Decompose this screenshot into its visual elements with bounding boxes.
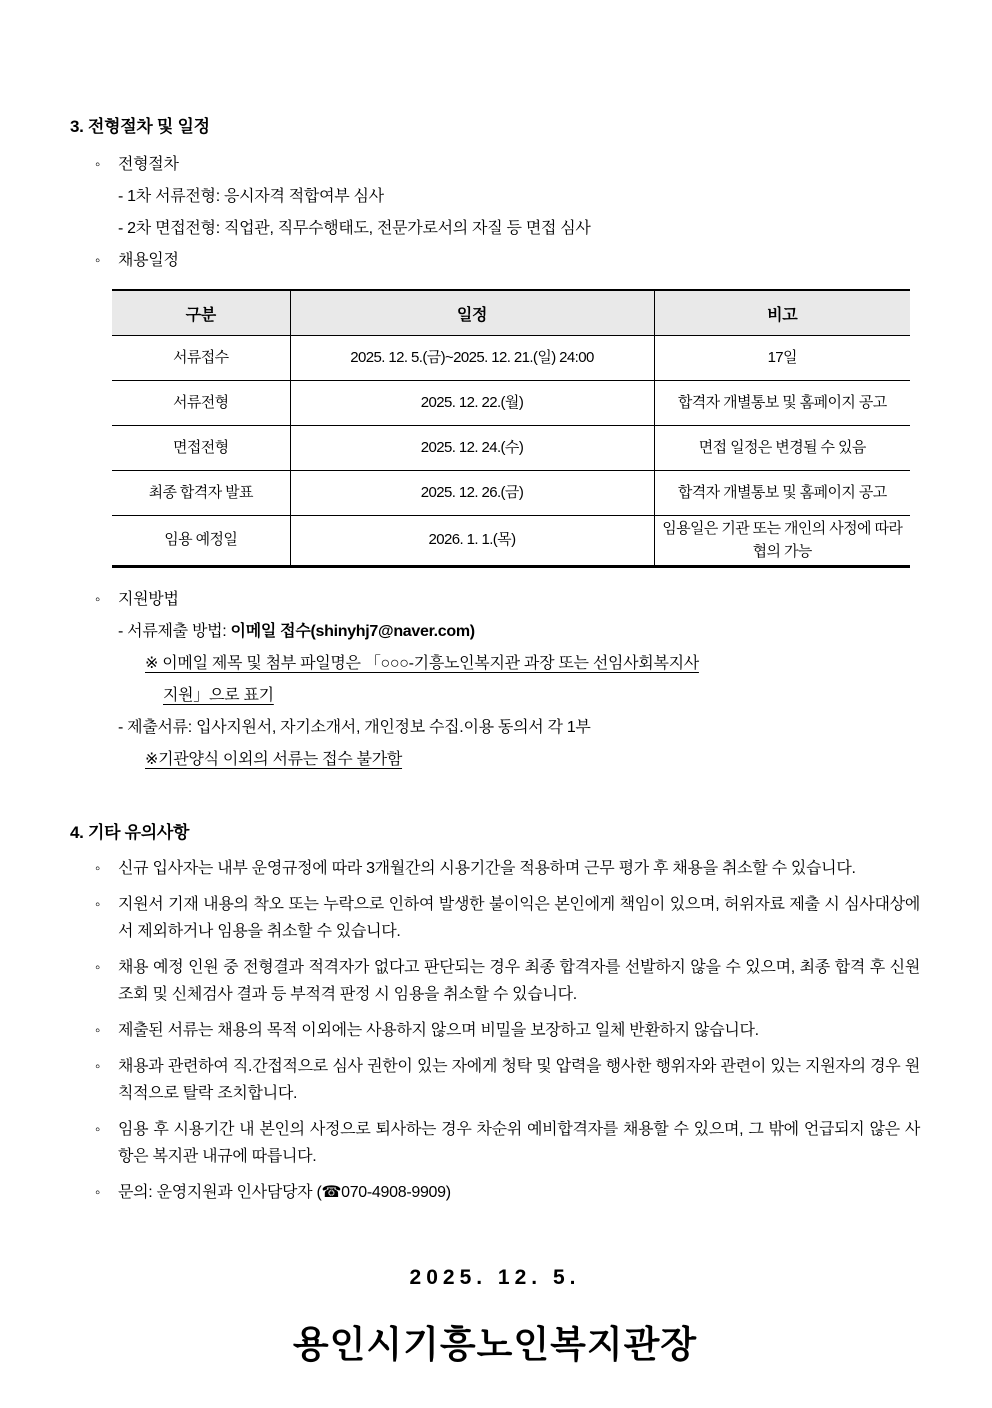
note-item bbox=[95, 954, 920, 1008]
table-cell: 2025. 12. 26.(금) bbox=[290, 471, 654, 516]
table-cell: 2025. 12. 24.(수) bbox=[290, 426, 654, 471]
circle-bullet-icon: ◦ bbox=[95, 252, 101, 269]
table-cell: 2025. 12. 5.(금)~2025. 12. 21.(일) 24:00 bbox=[290, 336, 654, 381]
apply-method-email-address: (shinyhj7@naver.com) bbox=[310, 623, 475, 640]
note-item bbox=[95, 1053, 920, 1107]
schedule-table bbox=[112, 289, 910, 568]
section3-heading: 3. 전형절차 및 일정 bbox=[70, 117, 210, 136]
apply-filename-note bbox=[70, 648, 920, 712]
apply-format-note: ※기관양식 이외의 서류는 접수 불가함 bbox=[145, 751, 403, 768]
note-text: 채용과 관련하여 직.간접적으로 심사 권한이 있는 자에게 청탁 및 압력을 행사한 행위자와 관련이 있는 지원자의 경우 원칙적으로 탈락 조치합니다. bbox=[118, 1058, 920, 1102]
signer-title: 용인시기흥노인복지관장 bbox=[292, 1324, 698, 1365]
apply-filename-note-line1: ※ 이메일 제목 및 첨부 파일명은 「○○○-기흥노인복지관 과장 또는 선임사회복지사 bbox=[145, 655, 699, 672]
table-header-remark: 비고 bbox=[654, 290, 910, 336]
table-cell: 서류접수 bbox=[112, 336, 290, 381]
table-header-row bbox=[112, 290, 910, 336]
schedule-label: 채용일정 bbox=[118, 252, 179, 269]
table-row bbox=[112, 381, 910, 426]
circle-bullet-icon: ◦ bbox=[95, 1184, 101, 1201]
circle-bullet-icon: ◦ bbox=[95, 896, 101, 913]
contact-item bbox=[95, 1179, 920, 1206]
apply-method-email-label: 이메일 접수 bbox=[230, 623, 311, 640]
note-item bbox=[95, 1116, 920, 1170]
table-cell: 17일 bbox=[654, 336, 910, 381]
note-item bbox=[95, 1017, 920, 1044]
section4-heading: 4. 기타 유의사항 bbox=[70, 823, 190, 842]
procedure-label: 전형절차 bbox=[118, 156, 179, 173]
circle-bullet-icon: ◦ bbox=[95, 860, 101, 877]
announcement-date: 2025. 12. 5. bbox=[409, 1266, 581, 1289]
table-header-date: 일정 bbox=[290, 290, 654, 336]
table-header-category: 구분 bbox=[112, 290, 290, 336]
schedule-bullet bbox=[95, 245, 920, 277]
table-row bbox=[112, 471, 910, 516]
apply-method-prefix: - 서류제출 방법: bbox=[118, 623, 231, 640]
circle-bullet-icon: ◦ bbox=[95, 1022, 101, 1039]
section-other-notes bbox=[70, 818, 920, 1206]
table-row bbox=[112, 516, 910, 567]
section-procedure-schedule bbox=[70, 112, 920, 776]
procedure-bullet bbox=[95, 149, 920, 181]
note-text: 임용 후 시용기간 내 본인의 사정으로 퇴사하는 경우 차순위 예비합격자를 채용할 수 있으며, 그 밖에 언급되지 않은 사항은 복지관 내규에 따릅니다. bbox=[118, 1121, 920, 1165]
table-row bbox=[112, 336, 910, 381]
circle-bullet-icon: ◦ bbox=[95, 1058, 101, 1075]
document-footer bbox=[70, 1266, 920, 1368]
table-row bbox=[112, 426, 910, 471]
table-cell: 임용 예정일 bbox=[164, 531, 238, 549]
note-text: 지원서 기재 내용의 착오 또는 누락으로 인하여 발생한 불이익은 본인에게 책임이 있으며, 허위자료 제출 시 심사대상에서 제외하거나 임용을 취소할 수 있습니다. bbox=[118, 896, 920, 940]
table-cell: 면접전형 bbox=[112, 426, 290, 471]
circle-bullet-icon: ◦ bbox=[95, 156, 101, 173]
apply-documents-line: - 제출서류: 입사지원서, 자기소개서, 개인정보 수집.이용 동의서 각 1부 bbox=[118, 719, 591, 736]
circle-bullet-icon: ◦ bbox=[95, 591, 101, 608]
apply-method-line bbox=[118, 616, 920, 648]
note-text: 신규 입사자는 내부 운영규정에 따라 3개월간의 시용기간을 적용하며 근무 평가 후 채용을 취소할 수 있습니다. bbox=[118, 860, 856, 877]
apply-bullet bbox=[95, 584, 920, 616]
table-cell: 합격자 개별통보 및 홈페이지 공고 bbox=[654, 381, 910, 426]
table-cell: 면접 일정은 변경될 수 있음 bbox=[654, 426, 910, 471]
note-text: 제출된 서류는 채용의 목적 이외에는 사용하지 않으며 비밀을 보장하고 일체 반환하지 않습니다. bbox=[118, 1022, 759, 1039]
table-cell: 합격자 개별통보 및 홈페이지 공고 bbox=[654, 471, 910, 516]
circle-bullet-icon: ◦ bbox=[95, 1121, 101, 1138]
note-item bbox=[95, 891, 920, 945]
note-text: 채용 예정 인원 중 전형결과 적격자가 없다고 판단되는 경우 최종 합격자를 선발하지 않을 수 있으며, 최종 합격 후 신원 조회 및 신체검사 결과 등 부적격 판정 시 임용을 취소할 수 있습니다. bbox=[118, 959, 920, 1003]
table-cell: 최종 합격자 발표 bbox=[112, 471, 290, 516]
table-cell: 2026. 1. 1.(목) bbox=[290, 516, 654, 567]
procedure-item-1: - 1차 서류전형: 응시자격 적합여부 심사 bbox=[118, 188, 384, 205]
table-cell: 임용일은 기관 또는 개인의 사정에 따라 협의 가능 bbox=[654, 516, 910, 567]
note-item bbox=[95, 855, 920, 882]
contact-text: 문의: 운영지원과 인사담당자 (☎070-4908-9909) bbox=[118, 1184, 451, 1201]
circle-bullet-icon: ◦ bbox=[95, 959, 101, 976]
table-cell: 2025. 12. 22.(월) bbox=[290, 381, 654, 426]
table-cell: 서류전형 bbox=[112, 381, 290, 426]
apply-filename-note-line2: 지원」으로 표기 bbox=[163, 687, 274, 704]
apply-label: 지원방법 bbox=[118, 591, 179, 608]
procedure-item-2: - 2차 면접전형: 직업관, 직무수행태도, 전문가로서의 자질 등 면접 심사 bbox=[118, 220, 591, 237]
